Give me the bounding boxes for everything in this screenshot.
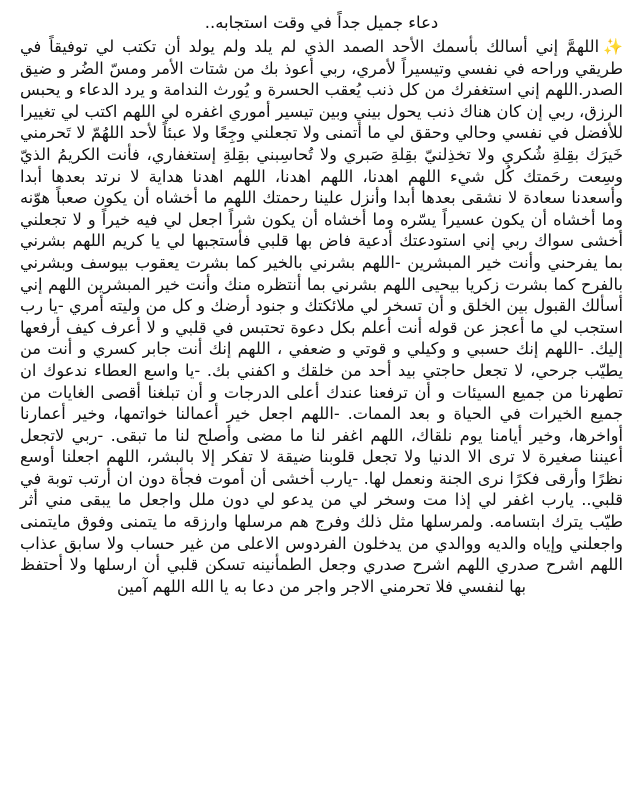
prayer-text: اللهمَّ إني أسالك بأسمك الأحد الصمد الذي لم يلد ولم يولد أن تكتب لي توفيقاً في طريقي وراحه في نفسي وتيسيراً لأمري، ربي أعوذ بك من شتات الأمر ومسّ الضُر و ضيق الصدر.اللهم إني استغفرك من كل ذنب يُعقب الحسرة و يُورث الندامة و يرد الدعاء و يحبس الرزق، ربي إن كان هناك ذنب يحول بيني وبين تيسير أموري اغفره لي اللهم اكتب لي تغييرا للأفضل في نفسي وحالي وحقق لي ما أتمنى ولا تجعلني وجِعًا ولا عبئاً لأحد اللهُمّ لا تَحرمني خَيرَك بقِلةِ شُكري ولا تخذِلنيّ بقِلةِ صَبري ولا تُحاسِبني بقِلةِ إستغفاري، فأنت الكريمُ الذيّ وسِعت رحَمتك كُل شيء اللهم اهدنا، اللهم اهدنا، اللهم اهدنا هداية لا نرتد بعدها أبدا وأسعدنا سعادة لا نشقى بعدها أبدا وأنزل علينا رحمتك اللهم ما أخشاه أن يكون صعباً هوّنه وما أخشاه أن يكون عسيراً يسّره وما أخشاه أن يكون شراً اجعل لي فيه خيراً و لا تجعلني أخشى سواك ربي إني استودعتك أدعية فاض بها قلبي فأستجبها لي يا كريم اللهم بشرني بما يفرحني وأنت خير المبشرين -اللهم بشرني بالخير كما بشرت يعقوب بيوسف وبشرني بالفرح كما بشرت زكريا بيحيى اللهم بشرني بما أنتظره منك وأنت خير المبشرين اللهم إني أسألك القبول بين الخلق و أن تسخر لي ملائكتك و جنود أرضك و كل من وليته أمري -يا رب استجب لي ما أعجز عن قوله أنت أعلم بكل دعوة تحتبس في قلبي و لا أعرف كيف أرفعها إليك. -اللهم إنك حسبي و وكيلي و قوتي و ضعفي ، اللهم إنك أنت جابر كسري و أنت من يطيّب جرحي، لا تجعل حاجتي بيد أحد من خلقك و اكفني بك. -يا واسع العطاء ندعوك ان تطهرنا من جميع السيئات و أن ترفعنا عندك أعلى الدرجات و أن تبلغنا أقصى الغايات من جميع الخيرات في الحياة و بعد الممات. -اللهم اجعل خير أعمالنا خواتمها، وخير أعمارنا أواخرها، وخير أيامنا يوم نلقاك، اللهم اغفر لنا ما مضى وأصلح لنا ما تبقى. -ربي لاتجعل أعيننا صغيرة لا ترى الا الدنيا ولا تجعل قلوبنا ضيقة لا تفكر إلا بالبشر، اللهم اجعلنا أوسع نظرًا وأرقى فكرًا نرى الجنة ونعمل لها. -يارب أخشى أن أموت فجأة دون ان أرتب توبة في قلبي.. يارب اغفر لي إذا مت وسخر لي من يدعو لي دون ملل واجعل ما يبقى مني أثر طيّب يترك ابتسامه. ولمرسلها مثل ذلك وفرج هم مرسلها وارزقه ما يتمنى وفوق مايتمنى واجعلني وإياه والديه ووالدي من يدخلون الفردوس الاعلى من غير حساب ولا سابق عذاب اللهم اشرح صدري اللهم اشرح صدري وجعل الطمأنينه تسكن قلبي أن ارسلها ولا أحتفظ بها لنفسي فلا تحرمني الاجر واجر من دعا به يا الله اللهم آمين: [20, 37, 623, 596]
prayer-body: [20, 36, 623, 597]
page-title: دعاء جميل جداً في وقت استجابه..: [204, 13, 439, 32]
sparkles-icon: ✨: [603, 37, 623, 56]
